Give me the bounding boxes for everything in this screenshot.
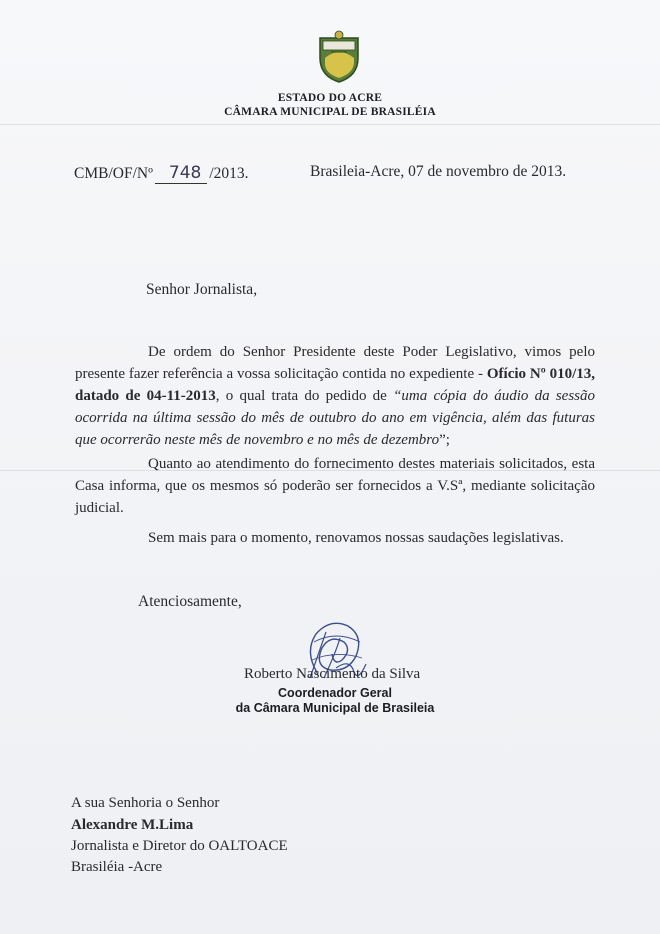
recipient-name: Alexandre M.Lima xyxy=(71,817,194,833)
body-paragraph-1 xyxy=(75,341,595,451)
reference-year: /2013. xyxy=(209,165,249,182)
paper-fold-line xyxy=(0,124,660,125)
p1-office-reference: Ofício Nº 010/13, datado de 04-11-2013 xyxy=(75,366,595,404)
p1-intro: De ordem do Senhor Presidente deste Poder Legislativo, vimos pelo presente fazer referência a vossa solicitação contida no expediente - xyxy=(75,344,595,382)
signatory-institution: da Câmara Municipal de Brasileia xyxy=(235,701,435,715)
recipient-title: Jornalista e Diretor do OALTOACE xyxy=(71,838,288,854)
salutation: Senhor Jornalista, xyxy=(146,281,258,298)
p1-end: ”; xyxy=(439,432,450,448)
place-date: Brasileia-Acre, 07 de novembro de 2013. xyxy=(310,163,567,180)
municipal-coat-of-arms-icon xyxy=(316,28,362,84)
p1-request-quote: “uma cópia do áudio da sessão ocorrida na última sessão do mês de outubro do ano em vigência, além das futuras que ocorrerão neste mês de novembro e no mês de dezembro xyxy=(75,388,596,448)
signatory-role: Coordenador Geral xyxy=(278,686,392,700)
header-chamber: CÂMARA MUNICIPAL DE BRASILÉIA xyxy=(224,106,436,118)
header-state: ESTADO DO ACRE xyxy=(277,92,383,104)
reference-number: 748 xyxy=(155,163,207,184)
recipient-greeting: A sua Senhoria o Senhor xyxy=(71,795,220,811)
body-paragraph-3: Sem mais para o momento, renovamos nossas saudações legislativas. xyxy=(148,530,564,546)
signatory-name: Roberto Nascimento da Silva xyxy=(244,666,421,682)
document-reference xyxy=(74,163,249,184)
closing: Atenciosamente, xyxy=(138,593,242,610)
body-paragraph-2: Quanto ao atendimento do fornecimento destes materiais solicitados, esta Casa informa, que os mesmos só poderão ser fornecidos a V.Sª, mediante solicitação judicial. xyxy=(75,456,595,516)
p1-mid: , o qual trata do pedido de xyxy=(215,388,394,404)
recipient-city: Brasiléia -Acre xyxy=(71,859,163,875)
reference-prefix: CMB/OF/Nº xyxy=(74,165,153,182)
